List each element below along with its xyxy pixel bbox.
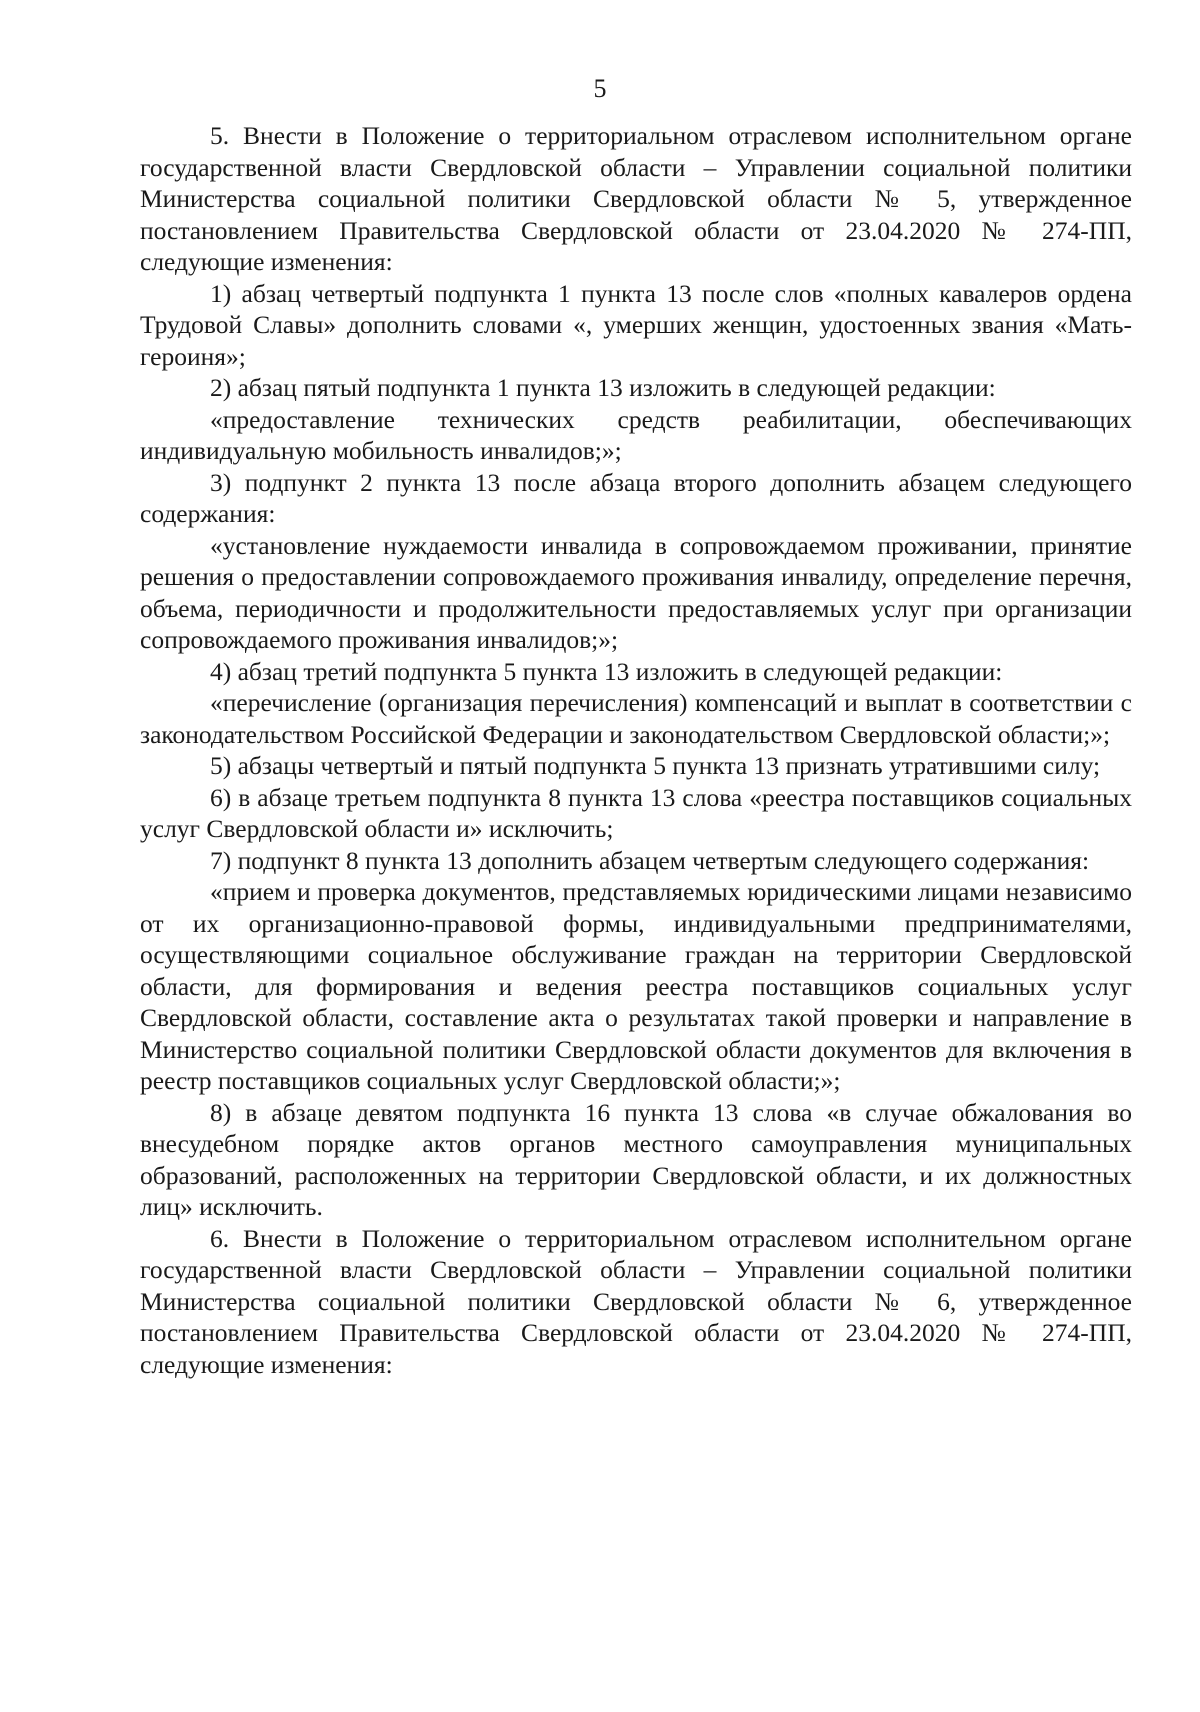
quoted-paragraph: «перечисление (организация перечисления) компенсаций и выплат в соответствии с законодательством Российской Федерации и законодательством Свердловской области;»; bbox=[140, 688, 1132, 749]
list-item: 3) подпункт 2 пункта 13 после абзаца второго дополнить абзацем следующего содержания: bbox=[140, 467, 1132, 528]
document-body bbox=[140, 120, 1132, 1380]
quoted-paragraph: «предоставление технических средств реабилитации, обеспечивающих индивидуальную мобильность инвалидов;»; bbox=[140, 404, 1132, 465]
list-item: 4) абзац третий подпункта 5 пункта 13 изложить в следующей редакции: bbox=[210, 656, 1003, 686]
quoted-paragraph: «прием и проверка документов, представляемых юридическими лицами независимо от их организационно-правовой формы, индивидуальными предпринимателями, осуществляющими социальное обслуживание граждан на территории Свердловской области, для формирования и ведения реестра поставщиков социальных услуг Свердловской области, составление акта о результатах такой проверки и направление в Министерство социальной политики Свердловской области документов для включения в реестр поставщиков социальных услуг Свердловской области;»; bbox=[140, 877, 1132, 1095]
quoted-paragraph: «установление нуждаемости инвалида в сопровождаемом проживании, принятие решения о предоставлении сопровождаемого проживания инвалиду, определение перечня, объема, периодичности и продолжительности предоставляемых услуг при организации сопровождаемого проживания инвалидов;»; bbox=[140, 530, 1132, 654]
list-item: 8) в абзаце девятом подпункта 16 пункта 13 слова «в случае обжалования во внесудебном порядке актов органов местного самоуправления муниципальных образований, расположенных на территории Свердловской области, и их должностных лиц» исключить. bbox=[140, 1097, 1132, 1221]
list-item: 6) в абзаце третьем подпункта 8 пункта 13 слова «реестра поставщиков социальных услуг Свердловской области и» исключить; bbox=[140, 782, 1132, 843]
list-item: 1) абзац четвертый подпункта 1 пункта 13 после слов «полных кавалеров ордена Трудовой Славы» дополнить словами «, умерших женщин, удостоенных звания «Мать-героиня»; bbox=[140, 278, 1132, 371]
list-item: 2) абзац пятый подпункта 1 пункта 13 изложить в следующей редакции: bbox=[210, 373, 996, 402]
paragraph-item-6: 6. Внести в Положение о территориальном отраслевом исполнительном органе государственной власти Свердловской области – Управлении социальной политики Министерства социальной политики Свердловской области № 6, утвержденное постановлением Правительства Свердловской области от 23.04.2020 № 274-ПП, следующие изменения: bbox=[140, 1223, 1132, 1379]
list-item: 5) абзацы четвертый и пятый подпункта 5 пункта 13 признать утратившими силу; bbox=[210, 751, 1101, 780]
list-item: 7) подпункт 8 пункта 13 дополнить абзацем четвертым следующего содержания: bbox=[210, 845, 1090, 875]
page-number: 5 bbox=[593, 74, 607, 103]
paragraph-item-5: 5. Внести в Положение о территориальном отраслевом исполнительном органе государственной власти Свердловской области – Управлении социальной политики Министерства социальной политики Свердловской области № 5, утвержденное постановлением Правительства Свердловской области от 23.04.2020 № 274-ПП, следующие изменения: bbox=[140, 121, 1132, 276]
